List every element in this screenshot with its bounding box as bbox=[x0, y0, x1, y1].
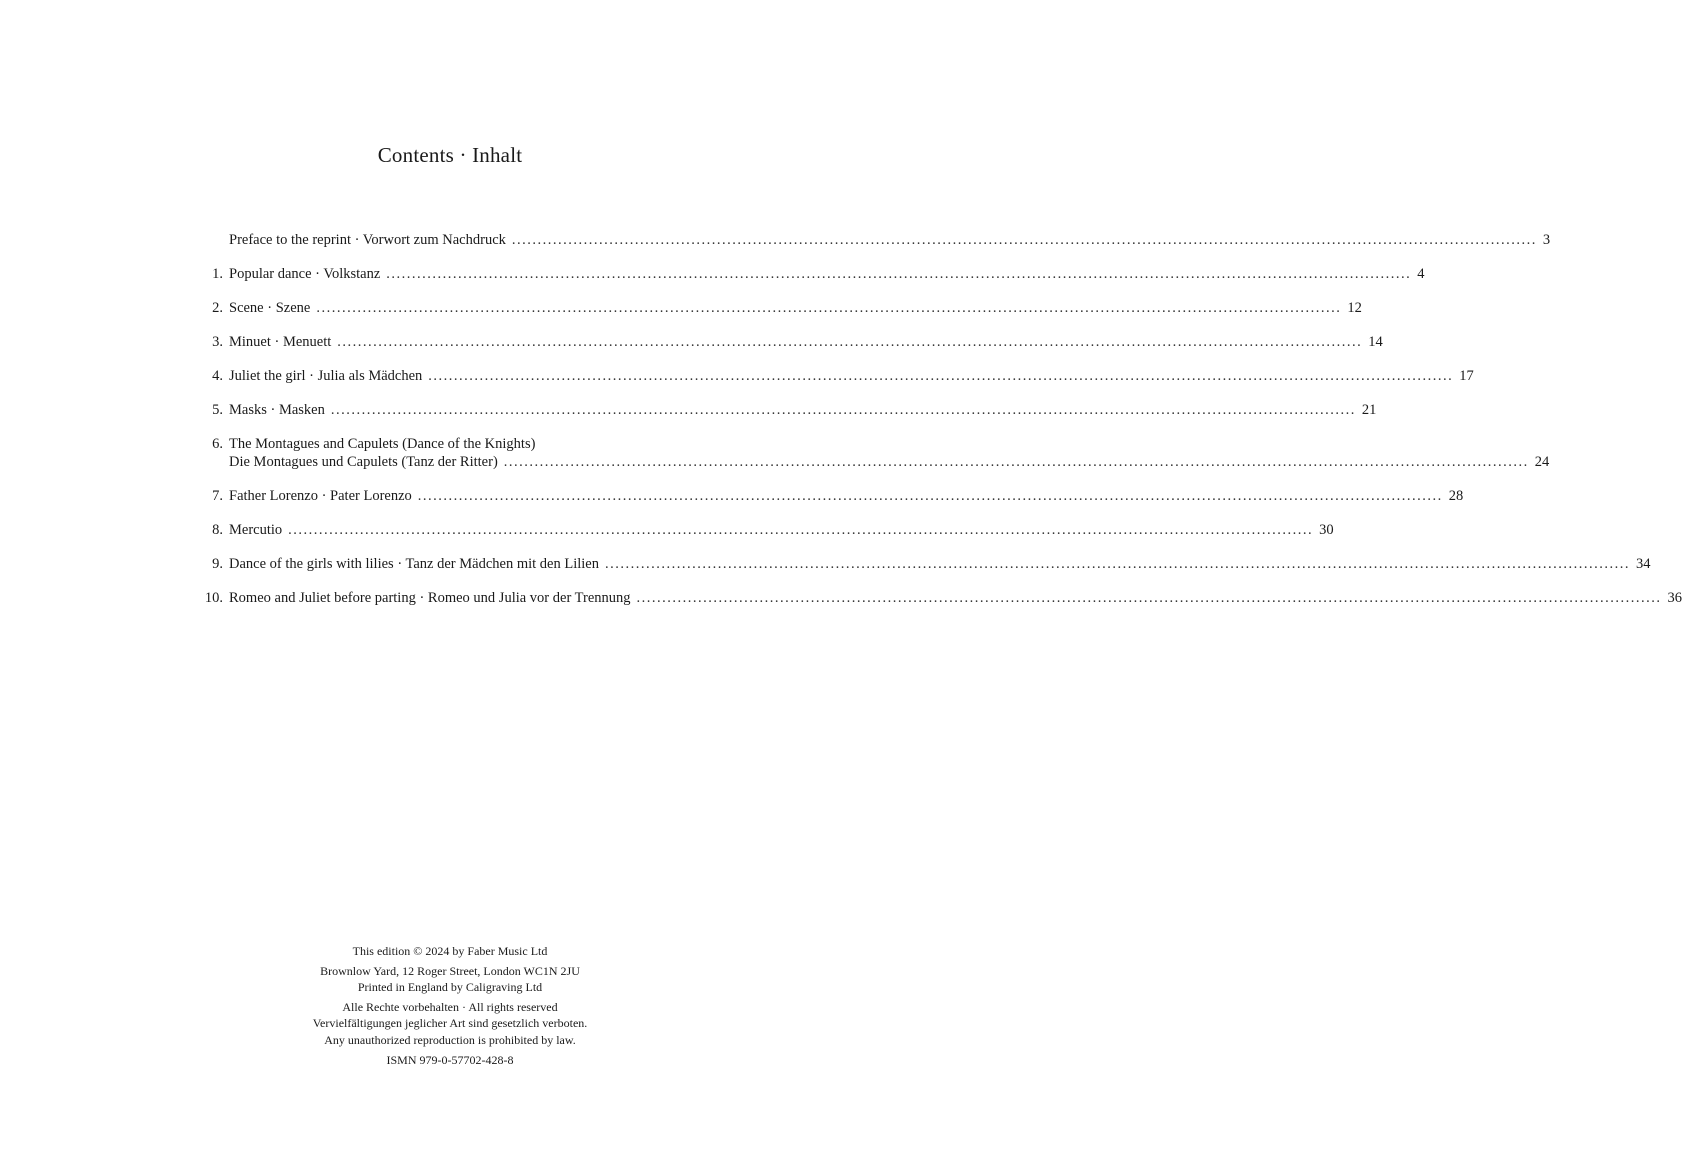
toc-number: 5. bbox=[212, 402, 223, 418]
toc-title: The Montagues and Capulets (Dance of the Knights) bbox=[229, 436, 536, 452]
toc-line bbox=[198, 555, 1651, 573]
toc-number: 1. bbox=[212, 266, 223, 282]
toc-page-number: 24 bbox=[1534, 454, 1550, 470]
toc-number: 10. bbox=[204, 590, 223, 606]
toc-page-number: 12 bbox=[1347, 300, 1362, 316]
toc-entry bbox=[198, 435, 1550, 471]
toc-page-number: 21 bbox=[1361, 402, 1377, 418]
toc-title: Popular dance · Volkstanz bbox=[229, 266, 381, 282]
toc-page-number: 28 bbox=[1448, 488, 1464, 504]
imprint-ismn: ISMN 979-0-57702-428-8 bbox=[386, 1053, 514, 1067]
imprint bbox=[0, 943, 900, 1069]
toc-entry bbox=[198, 367, 1474, 385]
toc-page-number: 36 bbox=[1667, 590, 1682, 606]
toc-title: Preface to the reprint · Vorwort zum Nachdruck bbox=[229, 232, 506, 248]
imprint-printed: Printed in England by Caligraving Ltd bbox=[357, 980, 543, 994]
toc-leader-dots: ........................................................................................................................................................................................................ bbox=[417, 488, 1443, 504]
toc-line bbox=[198, 589, 1682, 607]
toc-entry bbox=[198, 555, 1651, 573]
toc-number: 2. bbox=[212, 300, 223, 316]
toc-leader-dots: ........................................................................................................................................................................................................ bbox=[337, 334, 1363, 350]
toc-number: 9. bbox=[212, 556, 223, 572]
toc-line bbox=[198, 435, 704, 453]
toc-entry bbox=[198, 401, 1377, 419]
toc-title: Masks · Masken bbox=[229, 402, 325, 418]
toc-title: Mercutio bbox=[229, 522, 283, 538]
toc-entry bbox=[198, 265, 1425, 283]
imprint-address: Brownlow Yard, 12 Roger Street, London WC1N 2JU bbox=[320, 963, 580, 978]
toc-number: 8. bbox=[212, 522, 223, 538]
toc-title: Juliet the girl · Julia als Mädchen bbox=[229, 368, 423, 384]
toc-leader-dots: ........................................................................................................................................................................................................ bbox=[428, 368, 1454, 384]
toc-title: Minuet · Menuett bbox=[229, 334, 332, 350]
toc-page-number: 30 bbox=[1319, 522, 1334, 538]
toc-line bbox=[198, 299, 1362, 317]
toc-line bbox=[198, 265, 1425, 283]
toc-leader-dots: ........................................................................................................................................................................................................ bbox=[511, 232, 1537, 248]
toc-title: Scene · Szene bbox=[229, 300, 311, 316]
toc-entry bbox=[198, 299, 1362, 317]
toc-entry bbox=[198, 487, 1464, 505]
toc-title: Romeo and Juliet before parting · Romeo und Julia vor der Trennung bbox=[229, 590, 631, 606]
toc-leader-dots: ........................................................................................................................................................................................................ bbox=[288, 522, 1314, 538]
toc-entry bbox=[198, 231, 1551, 249]
toc-line bbox=[198, 521, 1334, 539]
toc-leader-dots: ........................................................................................................................................................................................................ bbox=[330, 402, 1356, 418]
toc-entry bbox=[198, 589, 1682, 607]
toc-number: 4. bbox=[212, 368, 223, 384]
toc-leader-dots: ........................................................................................................................................................................................................ bbox=[386, 266, 1412, 282]
table-of-contents bbox=[198, 231, 1682, 623]
toc-page-number: 17 bbox=[1459, 368, 1474, 384]
toc-leader-dots: ........................................................................................................................................................................................................ bbox=[503, 454, 1529, 470]
toc-leader-dots: ........................................................................................................................................................................................................ bbox=[316, 300, 1342, 316]
toc-line bbox=[198, 367, 1474, 385]
toc-number: 7. bbox=[212, 488, 223, 504]
toc-title: Dance of the girls with lilies · Tanz der Mädchen mit den Lilien bbox=[229, 556, 599, 572]
toc-line bbox=[198, 453, 1550, 471]
toc-leader-dots: ........................................................................................................................................................................................................ bbox=[636, 590, 1662, 606]
toc-leader-dots: ........................................................................................................................................................................................................ bbox=[604, 556, 1630, 572]
toc-page-number: 14 bbox=[1368, 334, 1383, 350]
toc-entry bbox=[198, 333, 1383, 351]
toc-entry bbox=[198, 521, 1334, 539]
toc-title: Die Montagues und Capulets (Tanz der Ritter) bbox=[229, 454, 498, 470]
toc-line bbox=[198, 231, 1551, 249]
toc-page-number: 34 bbox=[1635, 556, 1651, 572]
toc-title: Father Lorenzo · Pater Lorenzo bbox=[229, 488, 412, 504]
toc-page-number: 3 bbox=[1542, 232, 1551, 248]
toc-line bbox=[198, 401, 1377, 419]
toc-line bbox=[198, 333, 1383, 351]
imprint-rights: Alle Rechte vorbehalten · All rights reserved bbox=[342, 999, 558, 1014]
toc-page-number: 4 bbox=[1417, 266, 1425, 282]
toc-number: 3. bbox=[212, 334, 223, 350]
imprint-copying-de: Vervielfältigungen jeglicher Art sind gesetzlich verboten. bbox=[312, 1016, 588, 1030]
toc-line bbox=[198, 487, 1464, 505]
imprint-copying-en: Any unauthorized reproduction is prohibited by law. bbox=[324, 1032, 576, 1047]
imprint-edition: This edition © 2024 by Faber Music Ltd bbox=[352, 944, 548, 958]
toc-number: 6. bbox=[212, 436, 223, 452]
page-title: Contents · Inhalt bbox=[377, 143, 523, 167]
